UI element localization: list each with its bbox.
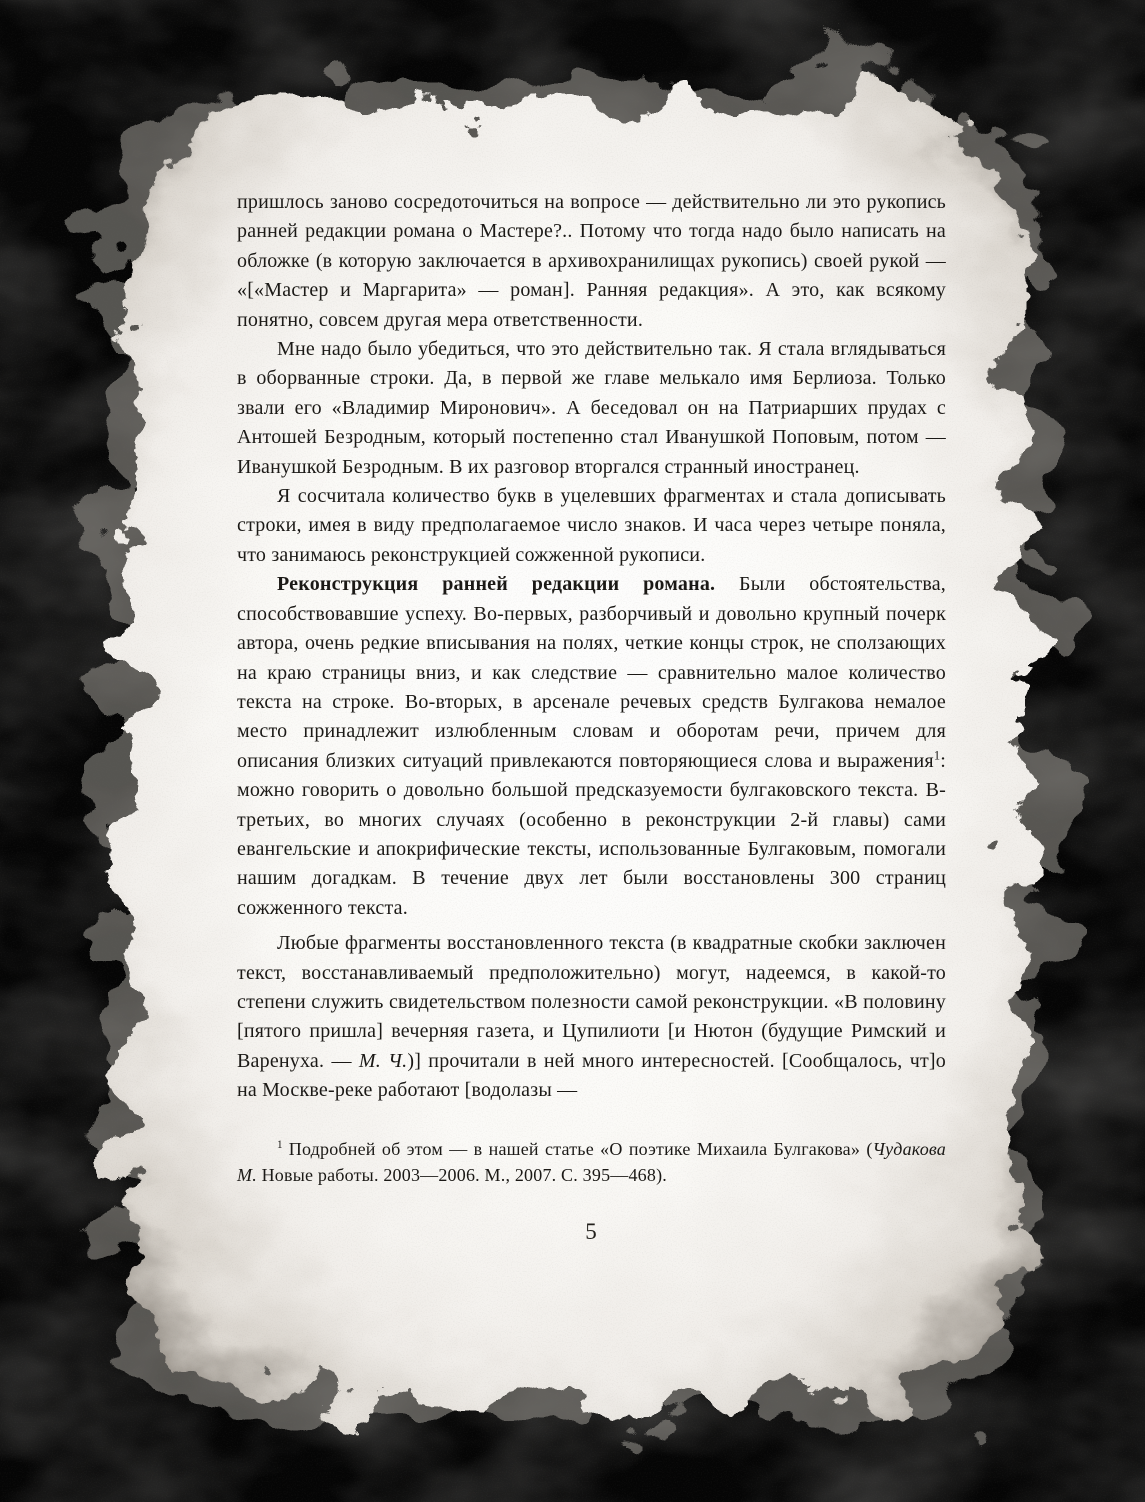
footnote-author-italic: Чудакова М. [237, 1138, 946, 1186]
footnote-reference-1: 1 [933, 748, 941, 763]
paragraph-3: Я сосчитала количество букв в уцелевших фрагментах и стала дописывать строки, имея в виду предполагаемое число знаков. И часа через четыре поняла, что занимаюсь реконструкцией сожженной рукописи. [237, 485, 946, 566]
paragraph-2: Мне надо было убедиться, что это действительно так. Я стала вглядываться в оборванные строки. Да, в первой же главе мелькало имя Берлиоза. Только звали его «Владимир Миронович». А беседовал он на Патриарших прудах с Антошей Безродным, который постепенно стал Иванушкой Поповым, потом — Иванушкой Безродным. В их разговор вторгался странный иностранец. [237, 338, 946, 478]
footnote-marker: 1 [277, 1138, 283, 1151]
paragraph-4-text: Были обстоятельства, способствовавшие успеху. Во-первых, разборчивый и довольно крупный почерк автора, очень редкие вписывания на полях, четкие концы строк, не сползающих на краю страницы вниз, и как следствие — сравнительно малое количество текста на строке. Во-вторых, в арсенале речевых средств Булгакова немалое место принадлежит излюбленным словам и оборотам речи, причем для описания близких ситуаций привлекаются повторяющиеся слова и выражения [237, 573, 946, 772]
paragraph-1: пришлось заново сосредоточиться на вопросе — действительно ли это рукопись ранней редакции романа о Мастере?.. Потому что тогда надо было написать на обложке (в которую заключается в архивохранилищах рукопись) своей рукой — «[«Мастер и Маргарита» — роман]. Ранняя редакция». А это, как всякому понятно, совсем другая мера ответственности. [237, 191, 946, 331]
paragraph-4-bold-lead: Реконструкция ранней редакции романа. [277, 573, 716, 596]
page-number: 5 [585, 1218, 598, 1244]
paragraph-4-text-continued: : можно говорить о довольно большой предсказуемости булгаковского текста. В-третьих, во многих случаях (особенно в реконструкции 2-й главы) сами евангельские и апокрифические тексты, использованные Булгаковым, помогали нашим догадкам. В течение двух лет были восстановлены 300 страниц сожженного текста. [237, 749, 946, 919]
footnote-1 [237, 1136, 946, 1189]
paragraph-5 [237, 929, 946, 1105]
paragraph-5-text-continued: )] прочитали в ней много интересностей. [Сообщалось, чт]о на Москве-реке работают [водолазы — [237, 1049, 946, 1102]
editor-initials-italic: М. Ч. [358, 1049, 408, 1072]
paragraph-5-text: Любые фрагменты восстановленного текста (в квадратные скобки заключен текст, восстанавливаемый предположительно) могут, надеемся, в какой-то степени служить свидетельством полезности самой реконструкции. «В половину [пятого пришла] вечерняя газета, и Цупилиоти [и Нютон (будущие Римский и Варенуха. — [237, 932, 946, 1072]
footnote-text: Подробней об этом — в нашей статье «О поэтике Михаила Булгакова» ( [288, 1138, 873, 1159]
paragraph-4 [237, 570, 946, 923]
text-column [237, 188, 946, 1246]
footnote-text-continued: Новые работы. 2003—2006. М., 2007. С. 395—468). [256, 1165, 667, 1186]
